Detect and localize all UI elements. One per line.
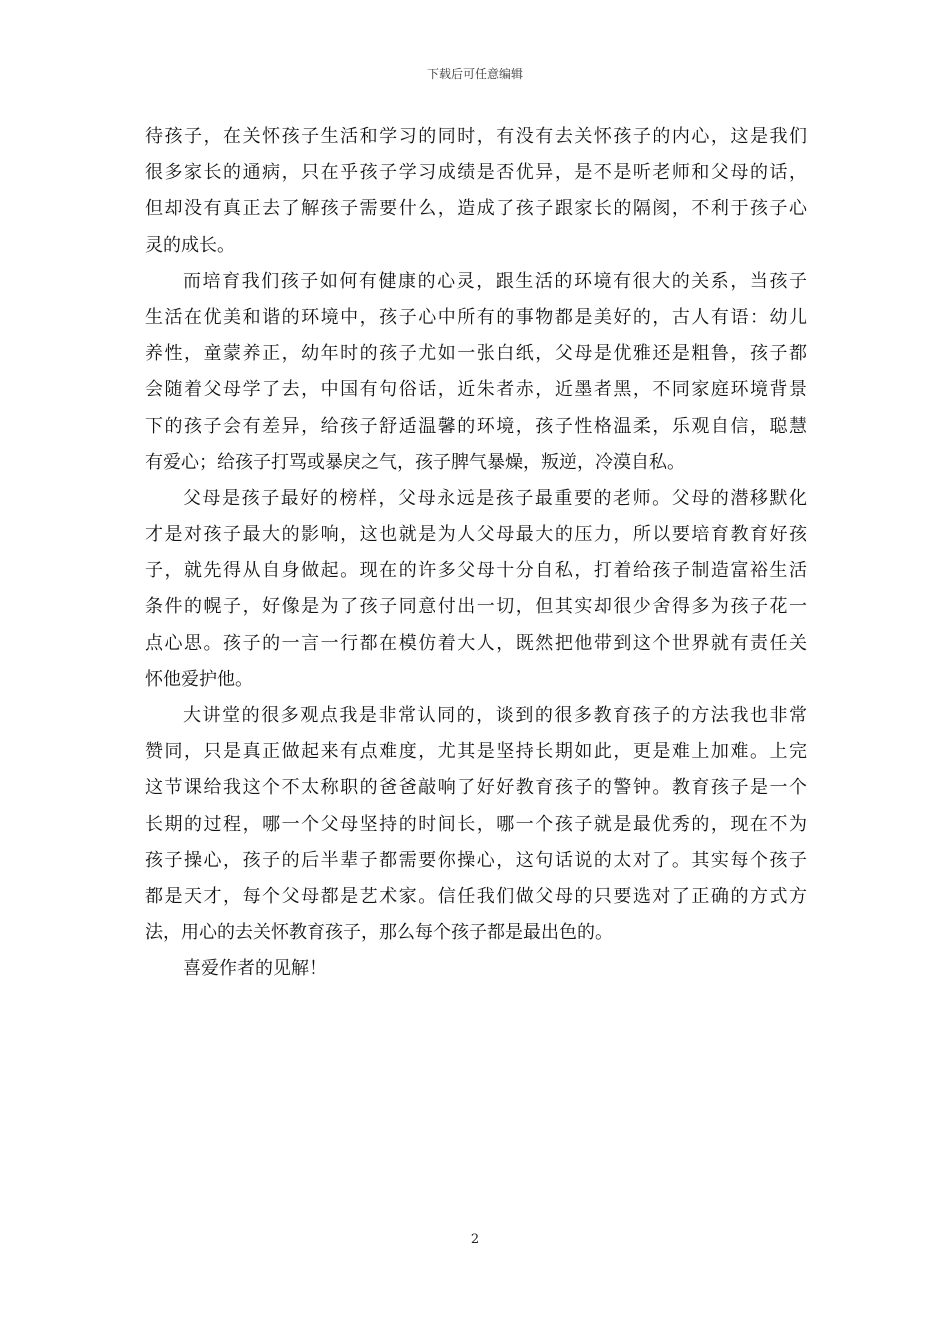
text-line: 长期的过程，哪一个父母坚持的时间长，哪一个孩子就是最优秀的，现在不为 <box>145 813 807 835</box>
document-body <box>145 119 807 988</box>
text-line: 下的孩子会有差异，给孩子舒适温馨的环境，孩子性格温柔，乐观自信，聪慧 <box>145 415 807 437</box>
text-line: 待孩子，在关怀孩子生活和学习的同时，有没有去关怀孩子的内心，这是我们 <box>145 126 807 147</box>
text-line: 而培育我们孩子如何有健康的心灵，跟生活的环境有很大的关系，当孩子 <box>183 270 807 292</box>
text-line: 有爱心；给孩子打骂或暴戾之气，孩子脾气暴燥，叛逆，冷漠自私。 <box>145 451 685 473</box>
text-line: 子，就先得从自身做起。现在的许多父母十分自私，打着给孩子制造富裕生活 <box>145 560 807 582</box>
text-line: 但却没有真正去了解孩子需要什么，造成了孩子跟家长的隔阂，不利于孩子心 <box>145 198 807 220</box>
text-line: 会随着父母学了去，中国有句俗话，近朱者赤，近墨者黑，不同家庭环境背景 <box>145 379 807 401</box>
paragraph <box>145 698 807 951</box>
text-line: 条件的幌子，好像是为了孩子同意付出一切，但其实却很少舍得多为孩子花一 <box>145 596 807 618</box>
text-line: 生活在优美和谐的环境中，孩子心中所有的事物都是美好的，古人有语：幼儿 <box>145 306 807 328</box>
text-line: 这节课给我这个不太称职的爸爸敲响了好好教育孩子的警钟。教育孩子是一个 <box>145 777 807 799</box>
text-line: 养性，童蒙养正，幼年时的孩子尤如一张白纸，父母是优雅还是粗鲁，孩子都 <box>145 343 807 365</box>
paragraph <box>145 951 807 987</box>
page-header: 下载后可任意编辑 <box>426 67 523 81</box>
text-line: 赞同，只是真正做起来有点难度，尤其是坚持长期如此，更是难上加难。上完 <box>145 741 807 763</box>
paragraph <box>145 264 807 481</box>
text-line: 大讲堂的很多观点我是非常认同的，谈到的很多教育孩子的方法我也非常 <box>183 705 807 726</box>
text-line: 很多家长的通病，只在乎孩子学习成绩是否优异，是不是听老师和父母的话， <box>145 162 807 184</box>
text-line: 点心思。孩子的一言一行都在模仿着大人，既然把他带到这个世界就有责任关 <box>145 632 807 654</box>
text-line: 怀他爱护他。 <box>145 668 253 690</box>
text-line: 喜爱作者的见解！ <box>183 958 327 980</box>
text-line: 灵的成长。 <box>145 234 235 256</box>
text-line: 法，用心的去关怀教育孩子，那么每个孩子都是最出色的。 <box>145 922 613 944</box>
text-line: 才是对孩子最大的影响，这也就是为人父母最大的压力，所以要培育教育好孩 <box>145 524 807 546</box>
page-number: 2 <box>470 1232 480 1247</box>
text-line: 孩子操心，孩子的后半辈子都需要你操心，这句话说的太对了。其实每个孩子 <box>145 849 807 871</box>
text-line: 都是天才，每个父母都是艺术家。信任我们做父母的只要选对了正确的方式方 <box>145 885 807 907</box>
paragraph <box>145 119 807 264</box>
text-line: 父母是孩子最好的榜样，父母永远是孩子最重要的老师。父母的潜移默化 <box>183 487 807 509</box>
paragraph <box>145 481 807 698</box>
